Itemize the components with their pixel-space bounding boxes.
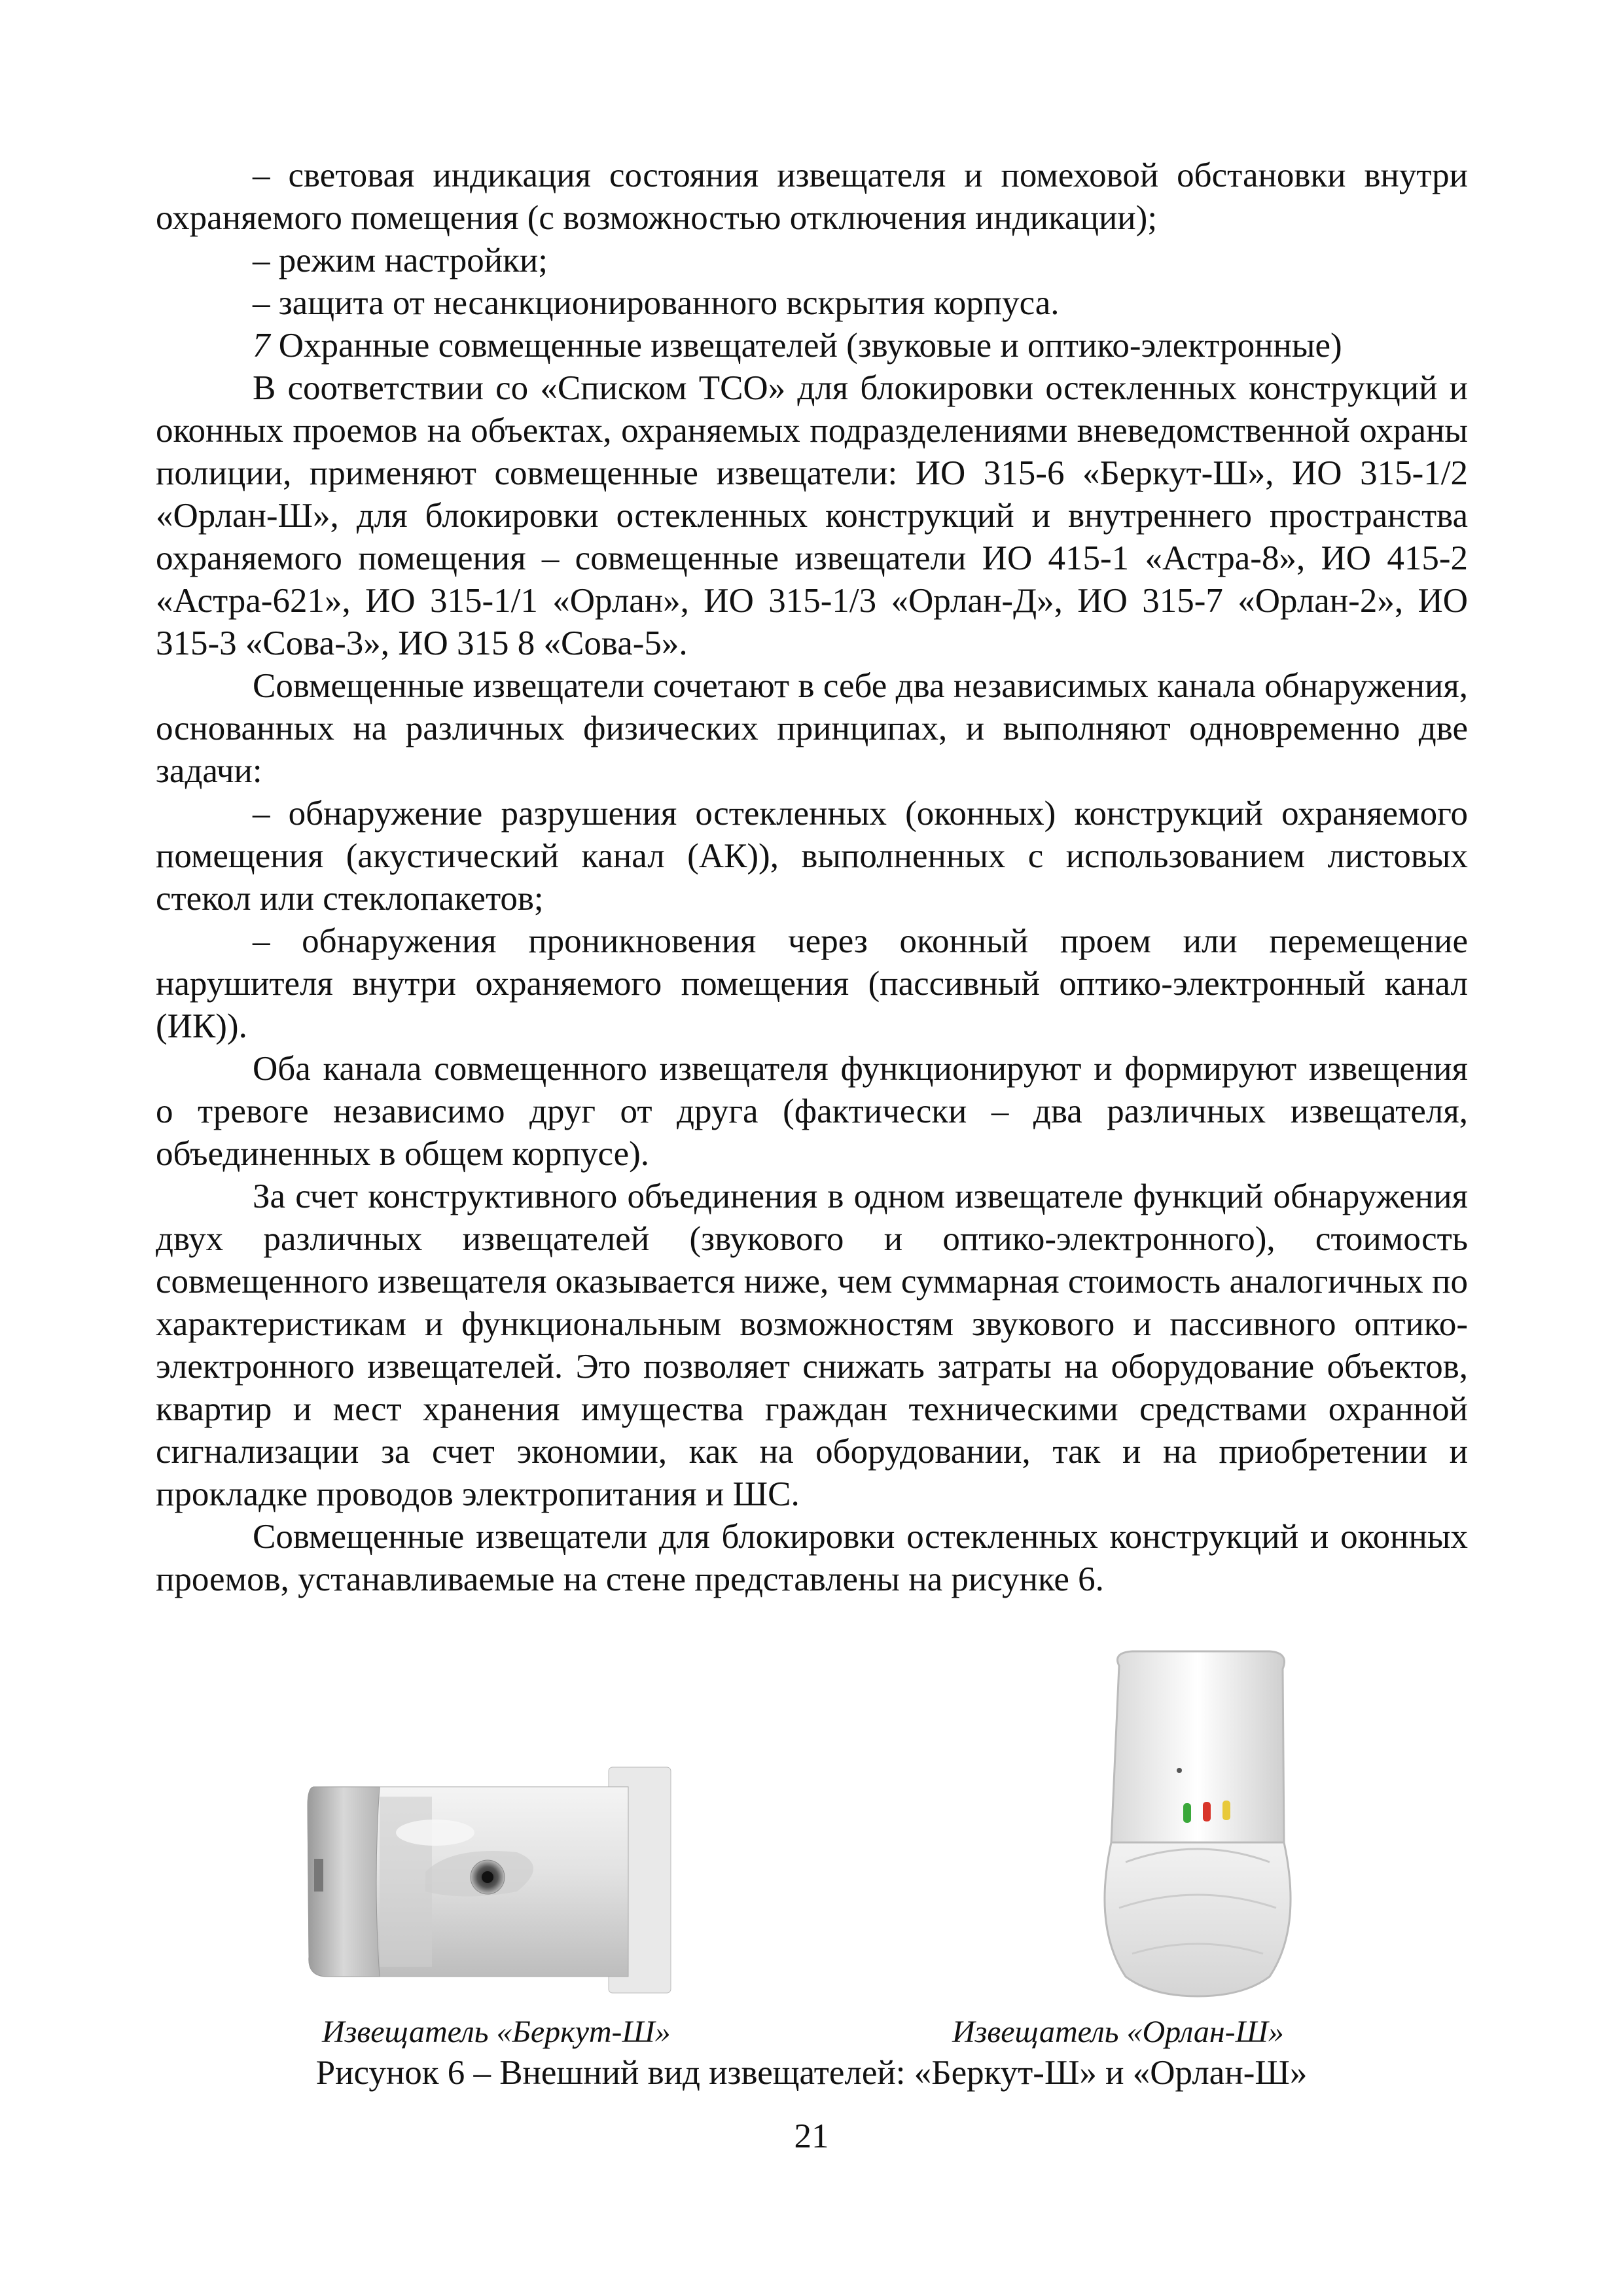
paragraph-2: – режим настройки;	[253, 242, 548, 279]
paragraph-1: – световая индикация состояния извещателя и помеховой обстановки внутри охраняемого помещения (с возможностью отключения индикации);	[156, 156, 1468, 237]
berkut-device-image	[301, 1761, 720, 2003]
led-red	[1203, 1802, 1211, 1821]
figure-caption: Рисунок 6 – Внешний вид извещателей: «Беркут-Ш» и «Орлан-Ш»	[315, 2054, 1308, 2092]
paragraph-5: В соответствии со «Списком ТСО» для блокировки остекленных конструкций и оконных проемов на объектах, охраняемых подразделениями вневедомственной охраны полиции, применяют совмещенные извещатели: ИО 315-6 «Беркут-Ш», ИО 315-1/2 «Орлан-Ш», для блокировки остекленных конструкций и внутреннего пространства охраняемого помещения – совмещенные извещатели ИО 415-1 «Астра-8», ИО 415-2 «Астра-621», ИО 315-1/1 «Орлан», ИО 315-1/3 «Орлан-Д», ИО 315-7 «Орлан-2», ИО 315-3 «Сова-3», ИО 315 8 «Сова-5».	[156, 369, 1468, 662]
section-heading	[156, 325, 1468, 367]
caption-orlan: Извещатель «Орлан-Ш»	[952, 2015, 1284, 2049]
paragraph-11: Совмещенные извещатели для блокировки остекленных конструкций и оконных проемов, устанавливаемые на стене представлены на рисунке 6.	[156, 1518, 1468, 1598]
orlan-device-image	[1080, 1646, 1315, 2000]
paragraph-8: – обнаружения проникновения через оконный проем или перемещение нарушителя внутри охраняемого помещения (пассивный оптико-электронный канал (ИК)).	[156, 922, 1468, 1045]
caption-berkut: Извещатель «Беркут-Ш»	[322, 2015, 671, 2049]
section-title: Охранные совмещенные извещателей (звуковые и оптико-электронные)	[270, 327, 1342, 365]
led-green	[1183, 1803, 1191, 1823]
section-number: 7	[253, 327, 270, 365]
body-text	[156, 154, 1468, 1601]
paragraph-9: Оба канала совмещенного извещателя функционируют и формируют извещения о тревоге независимо друг от друга (фактически – два различных извещателя, объединенных в общем корпусе).	[156, 1050, 1468, 1173]
paragraph-3: – защита от несанкционированного вскрытия корпуса.	[253, 284, 1060, 322]
paragraph-7: – обнаружение разрушения остекленных (оконных) конструкций охраняемого помещения (акустический канал (АК)), выполненных с использованием листовых стекол или стеклопакетов;	[156, 795, 1468, 918]
led-yellow	[1222, 1801, 1230, 1820]
paragraph-10: За счет конструктивного объединения в одном извещателе функций обнаружения двух различных извещателей (звукового и оптико-электронного), стоимость совмещенного извещателя оказывается ниже, чем суммарная стоимость аналогичных по характеристикам и функциональным возможностям звукового и пассивного оптико-электронного извещателей. Это позволяет снижать затраты на оборудование объектов, квартир и мест хранения имущества граждан техническими средствами охранной сигнализации за счет экономии, как на оборудовании, так и на приобретении и прокладке проводов электропитания и ШС.	[156, 1177, 1468, 1513]
page-number: 21	[794, 2117, 829, 2155]
paragraph-6: Совмещенные извещатели сочетают в себе два независимых канала обнаружения, основанных на различных физических принципах, и выполняют одновременно две задачи:	[156, 667, 1468, 790]
